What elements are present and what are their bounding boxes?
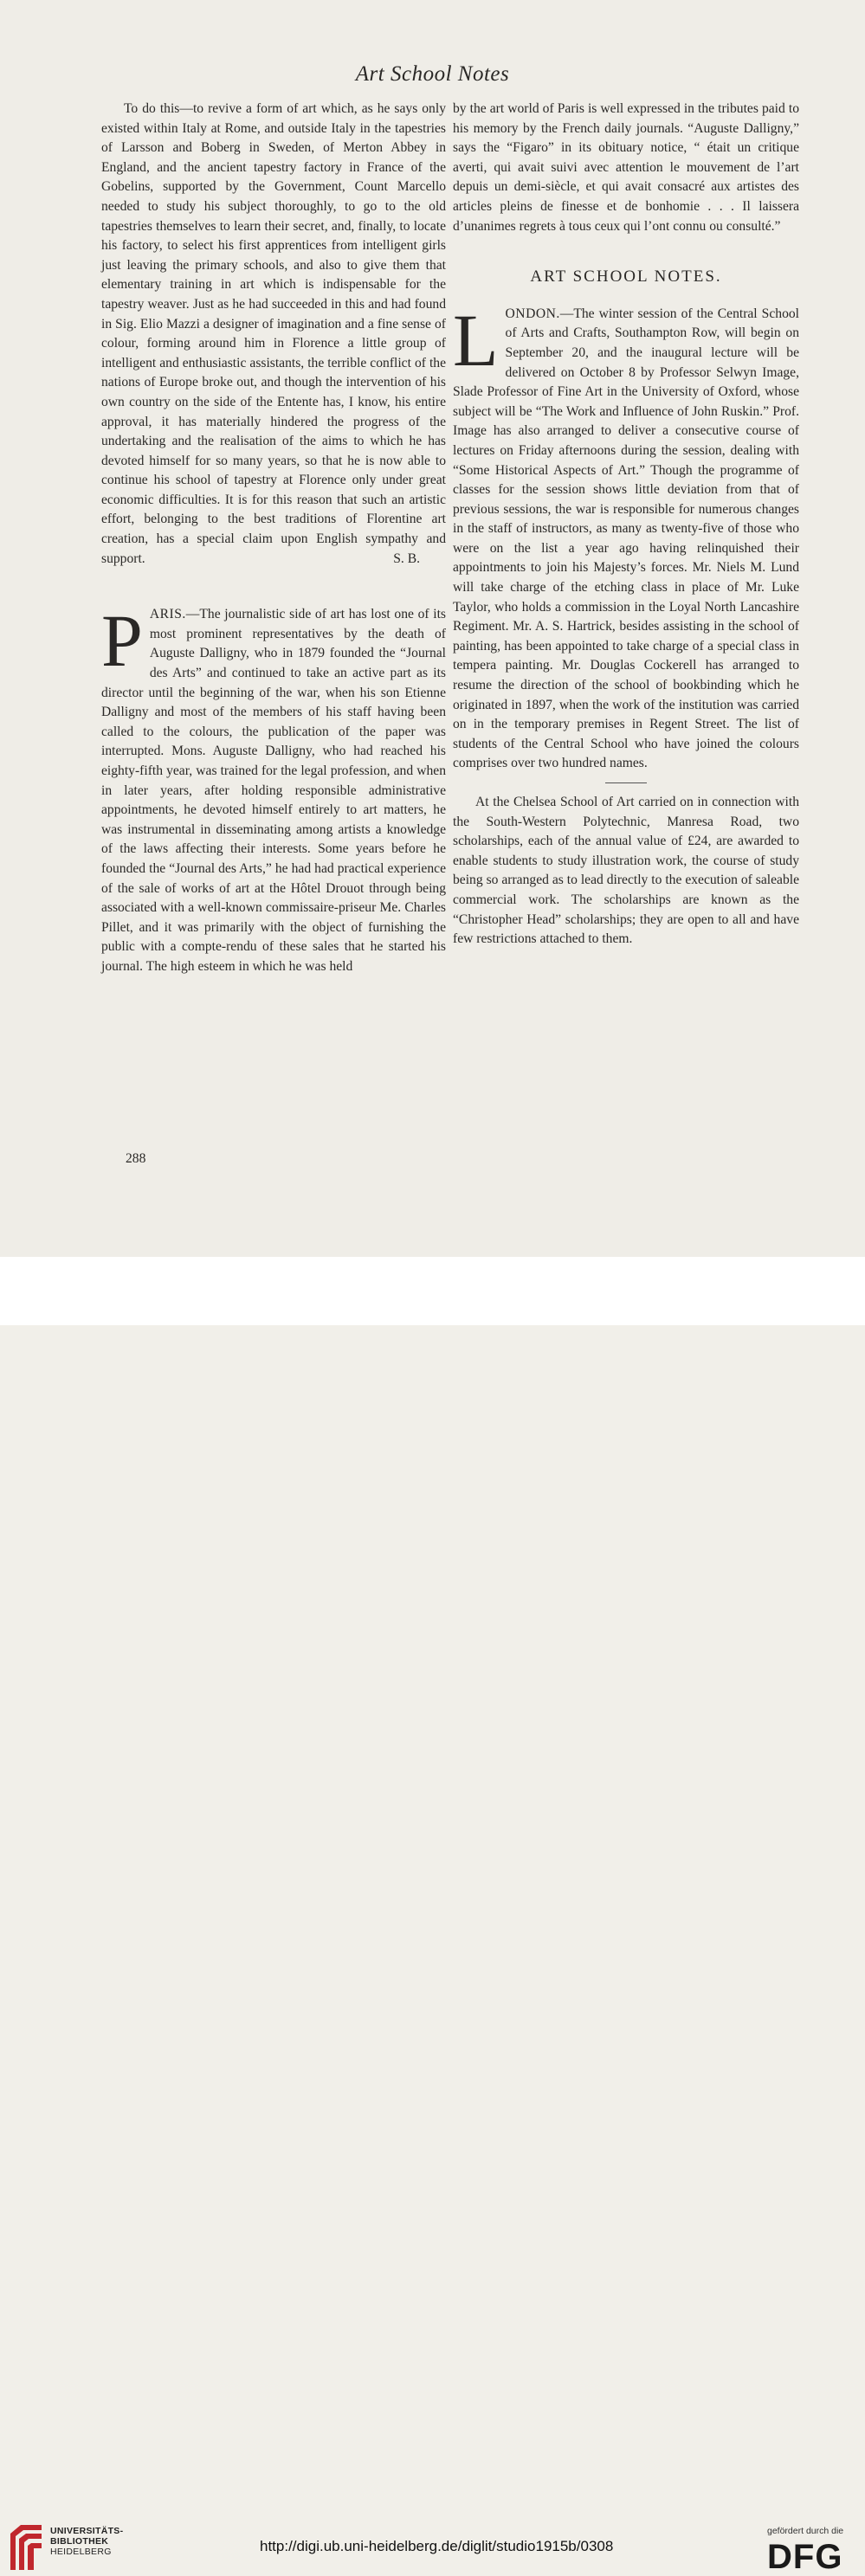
spacer [101,569,446,605]
dfg-logo[interactable]: DFG [767,2538,843,2576]
page-scan [0,0,865,1257]
article-paragraph: To do this—to revive a form of art which, as he says only existed within Italy at Rome, and outside Italy in the tapestries of Larsson and Boberg in Sweden, of Merton Abbey in England, and the ancient tapestry factory in France of the Gobelins, supported by the Government, Count Marcello needed to study his subject thoroughly, to go to the old tapestries themselves to learn their secret, and, finally, to locate his factory, to select his first apprentices from intelligent girls just leaving the primary schools, and also to give them that elementary training in art which is indispensable for the tapestry weaver. Just as he had succeeded in this and had found in Sig. Elio Mazzi a designer of imagination and a fine sense of colour, forming around him in Florence a little group of intelligent and enthusiastic assistants, the terrible conflict of the nations of Europe broke out, and though the intervention of his own country on the side of the Entente has, I know, his entire approval, it has materially hindered the progress of the undertaking and the realisation of the aims to which he has devoted himself for so many years, so that he is now able to continue his school of tapestry at Florence only under great economic difficulties. It is for this reason that such an artistic effort, belonging to the best traditions of Florentine art creation, has a special claim upon English sympathy and support. [101,101,446,566]
left-column [101,100,446,977]
digitization-footer [0,1257,865,2576]
paris-paragraph [101,599,446,976]
library-name-line2: BIBLIOTHEK [50,2536,109,2547]
continuation-paragraph: by the art world of Paris is well expressed in the tributes paid to his memory by the French daily journals. “Auguste Dalligny,” says the “Figaro” in its obituary notice, “ était un critique averti, qui avait suivi avec attention le mouvement de l’art depuis un demi-siècle, et qui avait consacré aux artistes des articles pleins de finesse et de bonhomie . . . Il laissera d’unanimes regrets à tous ceux qui l’ont connu ou consulté.” [453,101,799,234]
page-number: 288 [126,1151,146,1166]
library-name [50,2526,123,2557]
right-column [453,100,799,950]
london-lead: ONDON. [505,306,560,321]
running-head: Art School Notes [355,62,510,86]
london-text: —The winter session of the Central School of Arts and Crafts, Southampton Row, will begin on September 20, and the inaugural lecture will be delivered on October 8 by Professor Selwyn Image, Slade Professor of Fine Art in the University of Oxford, whose subject will be “The Work and Influence of John Ruskin.” Prof. Image has also arranged to deliver a consecutive course of lectures on Friday afternoons during the session, dealing with “Some Historical Aspects of Art.” Though the programme of classes for the session shows little deviation from that of previous sessions, the war is responsible for numerous changes in the staff of instructors, as many as twenty-five of those who were on the list a year ago having relinquished their appointments to join his Majesty’s forces. Mr. Niels M. Lund will take charge of the etching class in place of Mr. Luke Taylor, who holds a commission in the Loyal North Lancashire Regiment. Mr. A. S. Hartrick, besides assisting in the school of painting, has been appointed to take charge of a special class in tempera painting. Mr. Douglas Cockerell has arranged to resume the direction of the school of bookbinding which he originated in 1897, when the work of the institution was carried on in the temporary premises in Regent Street. The list of students of the Central School who have joined the colours comprises over two hundred names. [453,306,799,771]
paris-text: —The journalistic side of art has lost one of its most prominent representatives by the death of Auguste Dalligny, who in 1879 founded the “Journal des Arts” and continued to take an active part as its director until the beginning of the war, when his son Etienne Dalligny and most of the members of his staff having been called to the colours, the publication of the paper was interrupted. Mons. Auguste Dalligny, who had reached his eighty-fifth year, was trained for the legal profession, and when in later years, after holding responsible administrative appointments, he devoted himself entirely to art matters, he was instrumental in disseminating among artists a knowledge of the laws affecting their interests. Some years before he founded the “Journal des Arts,” he had had practical experience of the sale of works of art at the Hôtel Drouot through being associated with a well-known commissaire-priseur Me. Charles Pillet, and it was primarily with the object of furnishing the public with a compte-rendu of these sales that he started his journal. The high esteem in which he was held [101,607,446,974]
funded-by-label: gefördert durch die [767,2526,844,2536]
london-paragraph [453,298,799,774]
library-logo-icon[interactable] [7,2521,45,2572]
library-name-line3: HEIDELBERG [50,2547,112,2557]
section-heading: ART SCHOOL NOTES. [530,267,722,287]
paris-lead: ARIS. [149,607,186,622]
section-divider [605,782,647,783]
drop-cap-p: P [101,599,143,683]
chelsea-paragraph: At the Chelsea School of Art carried on in connection with the South-Western Polytechnic, Manresa Road, two scholarships, each of the annual value of £24, are awarded to enable students to study illustration work, the course of study being so arranged as to lead directly to the execution of saleable commercial work. The scholarships are known as the “Christopher Head” scholarships; they are open to all and have few restrictions attached to them. [453,795,799,947]
drop-cap-l: L [453,298,499,382]
library-name-line1: UNIVERSITÄTS- [50,2526,124,2536]
source-url-link[interactable]: http://digi.ub.uni-heidelberg.de/diglit/studio1915b/0308 [260,2538,614,2554]
author-signature: S. B. [393,551,420,566]
